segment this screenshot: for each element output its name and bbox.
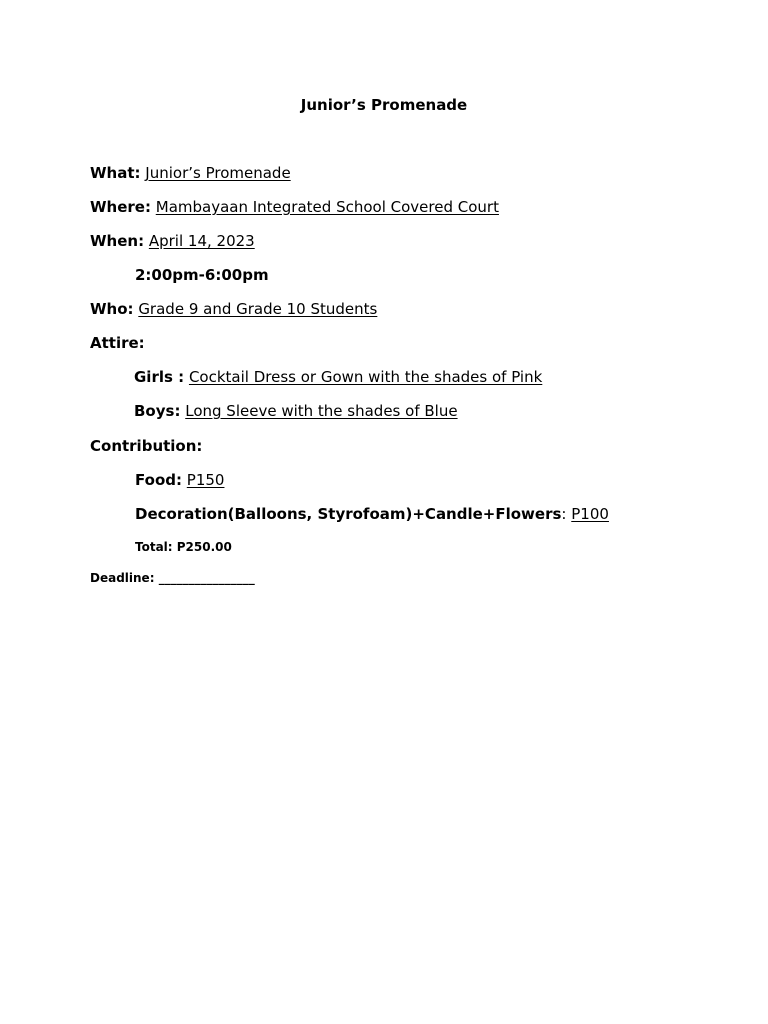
who-value: Grade 9 and Grade 10 Students — [138, 300, 378, 318]
girls-value: Cocktail Dress or Gown with the shades of Pink — [188, 368, 543, 386]
where-line — [90, 197, 499, 217]
what-line — [90, 163, 291, 183]
decoration-line — [135, 504, 609, 524]
document-title: Junior’s Promenade — [300, 96, 468, 114]
decoration-separator: : — [561, 505, 567, 523]
total-text: Total: P250.00 — [135, 540, 232, 554]
boys-label: Boys: — [134, 402, 181, 420]
when-line — [90, 231, 255, 251]
where-value: Mambayaan Integrated School Covered Court — [155, 198, 499, 216]
when-time: 2:00pm-6:00pm — [135, 266, 269, 284]
what-label: What: — [90, 164, 141, 182]
when-label: When: — [90, 232, 145, 250]
contribution-label: Contribution: — [90, 437, 203, 455]
girls-line — [134, 367, 542, 387]
food-label: Food: — [135, 471, 182, 489]
when-value: April 14, 2023 — [148, 232, 255, 250]
attire-label: Attire: — [90, 334, 145, 352]
deadline-label: Deadline: — [90, 571, 155, 585]
what-value: Junior’s Promenade — [145, 164, 291, 182]
where-label: Where: — [90, 198, 151, 216]
who-label: Who: — [90, 300, 134, 318]
decoration-value: P100 — [571, 505, 609, 523]
who-line — [90, 299, 377, 319]
boys-value: Long Sleeve with the shades of Blue — [185, 402, 458, 420]
deadline-blank[interactable]: ________________ — [158, 571, 255, 585]
girls-label: Girls : — [134, 368, 185, 386]
food-line — [135, 470, 224, 490]
food-value: P150 — [186, 471, 225, 489]
deadline-line — [90, 570, 255, 586]
decoration-label: Decoration(Balloons, Styrofoam)+Candle+Flowers — [135, 505, 562, 523]
boys-line — [134, 401, 458, 421]
